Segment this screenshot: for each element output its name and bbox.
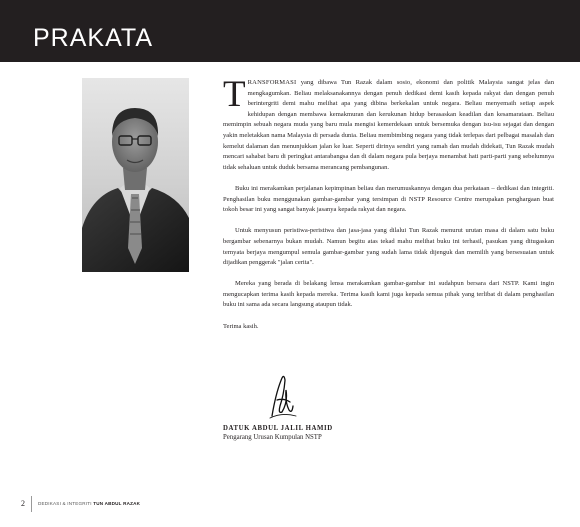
signatory-role: Pengarang Urusan Kumpulan NSTP [223,434,322,441]
header-band [0,0,580,62]
signature-mark [262,372,302,420]
signatory-name: DATUK ABDUL JALIL HAMID [223,425,333,432]
footer-divider [31,496,32,512]
foreword-body [223,74,554,343]
page-number: 2 [21,499,25,508]
paragraph-1 [223,74,554,173]
paragraph-2: Buku ini merakamkan perjalanan kepimpinan beliau dan merumuskannya dengan dua perkataan – dedikasi dan integriti. Penghasilan buku menggunakan gambar-gambar yang tersimpan di NSTP Resource Centre merupakan penghargaan buat tokoh besar ini yang sangat banyak jasanya kepada rakyat dan negara. [223,184,554,214]
paragraph-1-text: yang dibawa Tun Razak dalam sosio, ekonomi dan politik Malaysia sangat jelas dan mengkagumkan. Beliau melaksanakannya dengan penuh dedikasi demi kasih kepada rakyat dan dengan penuh berintergriti demi mahu melihat apa yang dibina berkekalan untuk negara. Beliau menyemaih setiap aspek kehidupan dengan membawa kemakmuran dan kerukunan hidup berasaskan keadilan dan kesamarataan. Beliau memimpin sebuah negara muda yang baru mula mengisi kemerdekaan untuk bersemuka dengan isu-isu sejagat dan dengan yakin meletakkan nama Malaysia di persada dunia. Beliau membimbing negara yang tidak terlepas dari pelbagai masalah dan kemelut dalaman dan menunjukkan jalan ke luar. Seperti dirinya sendiri yang ramah dan mudah didekati, Tun Razak mudah mencari sahabat baru di peringkat antarabangsa dan di dalam negara pula berjaya menambat hati parti-parti yang sebelumnya tidak sehaluan untuk duduk bersama merancang pembangunan. [223,79,554,171]
lead-caps: RANSFORMASI [247,79,297,86]
paragraph-4: Mereka yang berada di belakang lensa merakamkan gambar-gambar ini sudahpun bersara dari NSTP. Kami ingin mengucapkan terima kasih kepada mereka. Terima kasih kami juga kepada semua pihak yang terlibat di dalam penghasilan buku ini sama ada secara langsung ataupun tidak. [223,280,554,309]
portrait-photo [82,78,189,272]
closing-line: Terima kasih. [223,322,259,330]
drop-cap: T [223,74,246,115]
running-footer [38,501,140,507]
paragraph-3: Untuk menyusun peristiwa-peristiwa dan jasa-jasa yang dilalui Tun Razak menurut urutan masa di dalam satu buku bergambar sebenarnya bukan mudah. Namun begitu atas tekad mahu melihat buku ini terhasil, pasukan yang ditugaskan ternyata berjaya mengumpul semula gambar-gambar yang sudah lama tidak dijenguk dan memilih yang bersesuaian untuk dijadikan penggerak "jalan cerita". [223,227,554,267]
running-footer-text: DEDIKASI & INTEGRITI [38,501,92,506]
portrait-image [82,78,189,272]
running-footer-bold: TUN ABDUL RAZAK [93,501,141,506]
page-title: PRAKATA [33,24,153,52]
signature-image [262,372,302,420]
